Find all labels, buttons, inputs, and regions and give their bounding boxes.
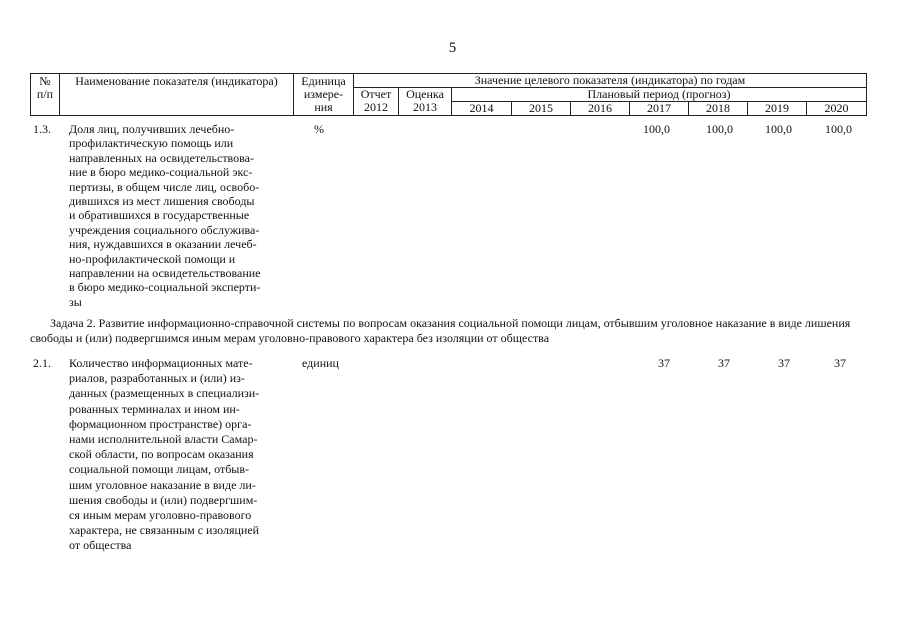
header-estimate (399, 88, 452, 116)
row-number: 1.3. (33, 122, 51, 136)
value-2017: 37 (658, 356, 670, 370)
name-line: ние в бюро медико-социальной экс- (69, 165, 253, 180)
name-line: ской области, по вопросам оказания (69, 447, 254, 462)
header-plan: Плановый период (прогноз) (452, 88, 867, 102)
name-line: и обратившихся в государственные (69, 208, 250, 223)
name-line: в бюро медико-социальной эксперти- (69, 280, 261, 295)
header-estimate-year: 2013 (413, 100, 437, 114)
header-year: 2020 (807, 102, 867, 116)
header-report-year: 2012 (364, 100, 388, 114)
name-line: данных (размещенных в специализи- (69, 386, 260, 401)
name-line: ния, нуждавшихся в оказании лечеб- (69, 237, 257, 252)
table-row (0, 356, 905, 551)
value-2020: 100,0 (825, 122, 852, 136)
header-year: 2017 (630, 102, 689, 116)
header-year: 2019 (748, 102, 807, 116)
name-line: направленных на освидетельствова- (69, 150, 254, 165)
name-line: ся иным мерам уголовно-правового (69, 508, 252, 523)
name-line: профилактическую помощь или (69, 136, 234, 151)
header-unit: Единица измере-ния (294, 74, 354, 116)
name-line: зы (69, 294, 82, 309)
name-line: дившихся из мест лишения свободы (69, 194, 255, 209)
name-line: риалов, разработанных и (или) из- (69, 371, 245, 386)
header-values-group: Значение целевого показателя (индикатора) по годам (354, 74, 867, 88)
indicator-table-header (30, 73, 867, 116)
value-2019: 37 (778, 356, 790, 370)
header-num: № п/п (31, 74, 60, 116)
unit-cell: % (314, 122, 324, 136)
value-2018: 37 (718, 356, 730, 370)
header-year: 2016 (571, 102, 630, 116)
name-line: Количество информационных мате- (69, 356, 253, 370)
value-2019: 100,0 (765, 122, 792, 136)
page-number: 5 (448, 40, 457, 56)
indicator-name (69, 356, 283, 554)
name-line: но-профилактической помощи и (69, 251, 236, 266)
value-2018: 100,0 (706, 122, 733, 136)
name-line: от общества (69, 538, 132, 553)
name-line: Доля лиц, получивших лечебно- (69, 122, 235, 136)
name-line: шения свободы и (или) подвергшим- (69, 492, 258, 507)
header-report (354, 88, 399, 116)
name-line: формационном пространстве) орга- (69, 416, 252, 431)
name-line: характера, не связанным с изоляцией (69, 523, 260, 538)
header-year: 2014 (452, 102, 512, 116)
header-estimate-label: Оценка (406, 87, 444, 101)
name-line: шим уголовное наказание в виде ли- (69, 477, 256, 492)
indicator-name (69, 122, 283, 309)
name-line: рованных терминалах и ином ин- (69, 401, 240, 416)
header-year: 2015 (512, 102, 571, 116)
name-line: пертизы, в общем числе лиц, освобо- (69, 179, 260, 194)
header-name: Наименование показателя (индикатора) (60, 74, 294, 116)
header-report-label: Отчет (360, 87, 392, 101)
header-year: 2018 (689, 102, 748, 116)
name-line: направлении на освидетельствование (69, 266, 261, 281)
task-heading: Задача 2. Развитие информационно-справочной системы по вопросам оказания социальной помощи лицам, отбывшим уголовное наказание в виде лишения свободы и (или) подвергшимся иным мерам уголовно-правового характера без изоляции от общества (30, 316, 851, 345)
row-number: 2.1. (33, 356, 51, 370)
name-line: нами исполнительной власти Самар- (69, 432, 258, 447)
table-row (0, 122, 905, 312)
value-2017: 100,0 (643, 122, 670, 136)
name-line: социальной помощи лицам, отбыв- (69, 462, 250, 477)
value-2020: 37 (834, 356, 846, 370)
name-line: учреждения социального обслужива- (69, 222, 260, 237)
unit-cell: единиц (302, 356, 339, 370)
